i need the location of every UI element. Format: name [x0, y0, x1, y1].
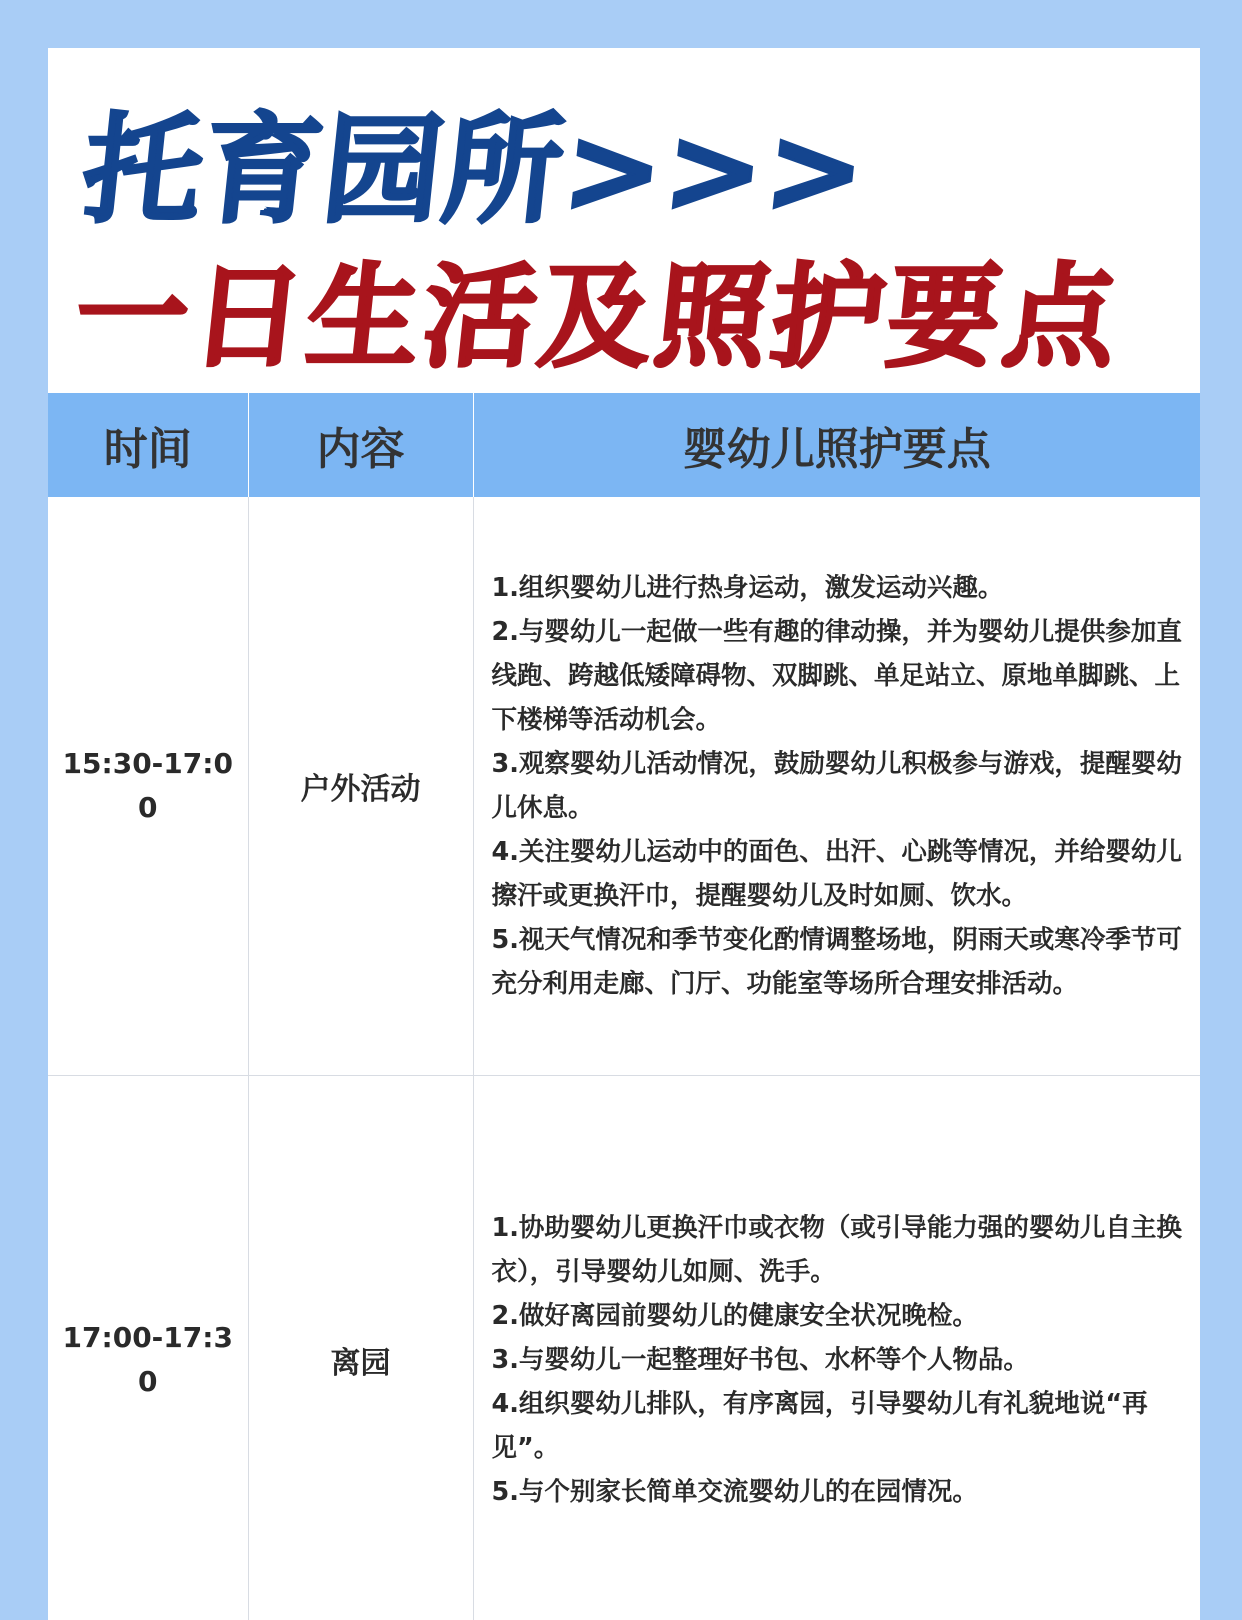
- list-item: 1.组织婴幼儿进行热身运动，激发运动兴趣。: [491, 573, 1004, 603]
- title-line-2: 一日生活及照护要点: [69, 253, 1127, 383]
- column-header-points: 婴幼儿照护要点: [473, 393, 1200, 497]
- list-item: 1.协助婴幼儿更换汗巾或衣物（或引导能力强的婴幼儿自主换衣），引导婴幼儿如厕、洗手。: [491, 1213, 1182, 1287]
- points-list: [492, 566, 1187, 1006]
- list-item: 3.与婴幼儿一起整理好书包、水杯等个人物品。: [491, 1345, 1029, 1375]
- list-item: 4.组织婴幼儿排队，有序离园，引导婴幼儿有礼貌地说“再见”。: [491, 1389, 1148, 1463]
- list-item: 3.观察婴幼儿活动情况，鼓励婴幼儿积极参与游戏，提醒婴幼儿休息。: [491, 749, 1182, 823]
- points-cell: [473, 497, 1200, 1076]
- time-cell: 15:30-17:00: [48, 497, 248, 1076]
- schedule-table: [48, 393, 1200, 1620]
- table-row: [48, 497, 1200, 1076]
- points-list: [492, 1206, 1187, 1514]
- table-header-row: [48, 393, 1200, 497]
- list-item: 5.与个别家长简单交流婴幼儿的在园情况。: [491, 1477, 978, 1507]
- list-item: 2.与婴幼儿一起做一些有趣的律动操，并为婴幼儿提供参加直线跑、跨越低矮障碍物、双脚跳、单足站立、原地单脚跳、上下楼梯等活动机会。: [491, 617, 1182, 735]
- list-item: 2.做好离园前婴幼儿的健康安全状况晚检。: [491, 1301, 978, 1331]
- column-header-content: 内容: [248, 393, 473, 497]
- column-header-time: 时间: [48, 393, 248, 497]
- points-cell: [473, 1076, 1200, 1620]
- content-cell: 离园: [248, 1076, 473, 1620]
- content-cell: 户外活动: [248, 497, 473, 1076]
- title-line-1: 托育园所>>>: [76, 101, 874, 239]
- table-row: [48, 1076, 1200, 1620]
- poster-card: [48, 48, 1200, 1620]
- list-item: 4.关注婴幼儿运动中的面色、出汗、心跳等情况，并给婴幼儿擦汗或更换汗巾，提醒婴幼儿及时如厕、饮水。: [491, 837, 1182, 911]
- time-cell: 17:00-17:30: [48, 1076, 248, 1620]
- list-item: 5.视天气情况和季节变化酌情调整场地，阴雨天或寒冷季节可充分利用走廊、门厅、功能室等场所合理安排活动。: [491, 925, 1182, 999]
